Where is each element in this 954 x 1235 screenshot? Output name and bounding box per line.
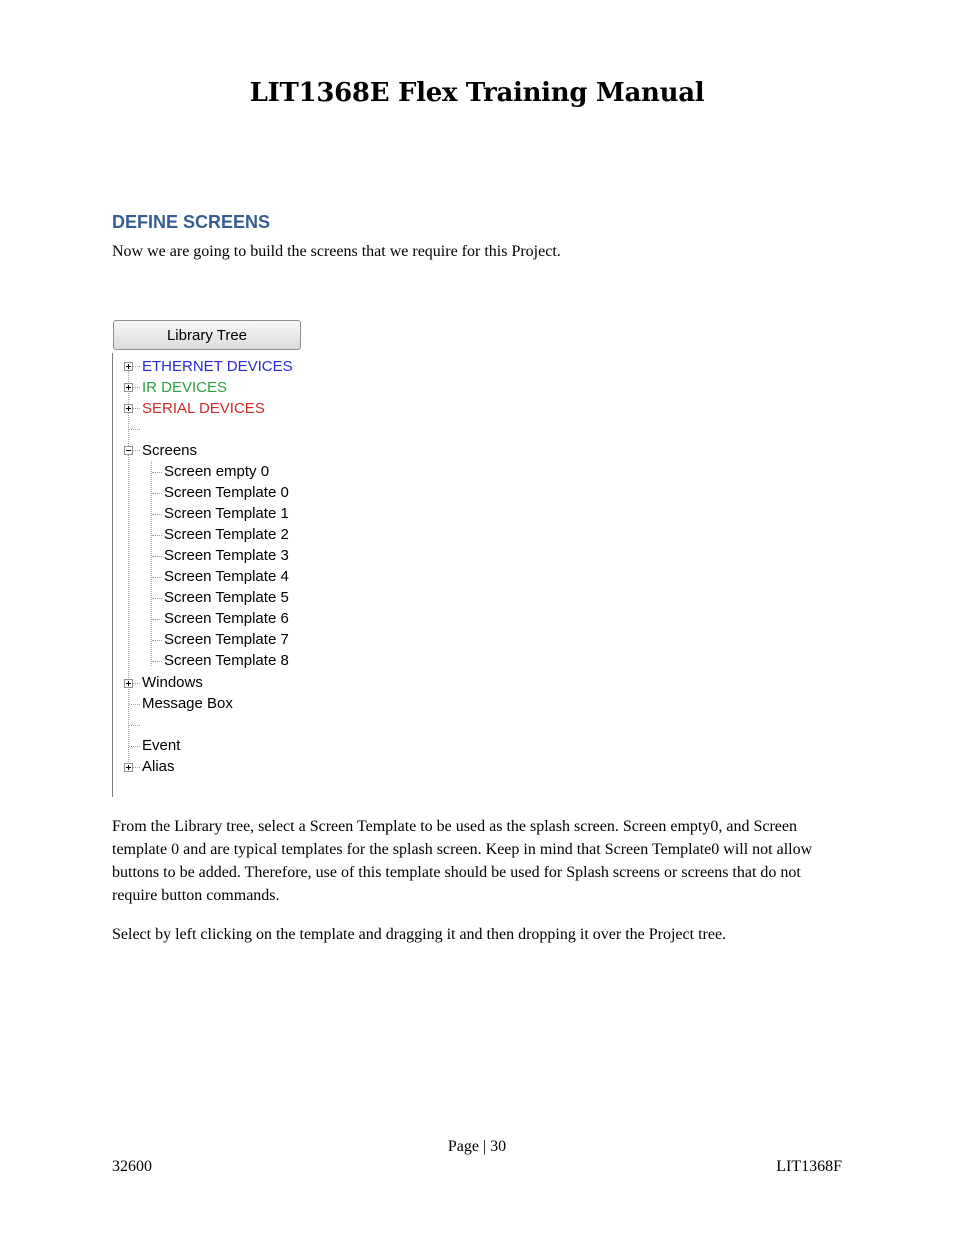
tree-connector	[129, 725, 140, 726]
tree-item-label: Screen Template 1	[164, 505, 289, 522]
document-title: LIT1368E Flex Training Manual	[249, 78, 705, 108]
intro-paragraph: Now we are going to build the screens that we require for this Project.	[112, 243, 561, 260]
tree-connector	[128, 362, 129, 768]
expand-icon[interactable]	[124, 679, 133, 688]
tree-connector	[129, 429, 140, 430]
section-heading: DEFINE SCREENS	[112, 212, 271, 232]
tree-connector	[152, 577, 162, 578]
tree-item-label: Alias	[142, 758, 175, 775]
expand-icon[interactable]	[124, 404, 133, 413]
tree-item-event[interactable]	[142, 735, 180, 756]
tree-connector	[129, 746, 140, 747]
tree-connector	[152, 535, 162, 536]
tree-connector	[152, 619, 162, 620]
collapse-icon[interactable]	[124, 446, 133, 455]
tree-item-label: Screen Template 4	[164, 568, 289, 585]
tree-item-screen[interactable]	[164, 629, 289, 650]
tree-item-screen[interactable]	[164, 587, 289, 608]
tree-item-serial-devices[interactable]	[142, 398, 265, 419]
tree-connector	[152, 640, 162, 641]
tree-item-label: Screen Template 5	[164, 589, 289, 606]
tree-item-label: Screen empty 0	[164, 463, 270, 480]
footer-left: 32600	[112, 1158, 152, 1175]
tree-connector	[152, 493, 162, 494]
body-paragraph: Select by left clicking on the template and dragging it and then dropping it over the Project tree.	[112, 926, 727, 943]
tree-item-screens[interactable]	[142, 440, 197, 461]
body-paragraph: From the Library tree, select a Screen Template to be used as the splash screen. Screen empty0, and Screen template 0 and are typical templates for the splash screen. Keep in mind that Screen Template0 will not allow buttons to be added. Therefore, use of this template should be used for Splash screens or screens that do not require button commands.	[112, 818, 813, 904]
tree-item-screen[interactable]	[164, 461, 269, 482]
tree-connector	[151, 461, 152, 666]
tree-item-alias[interactable]	[142, 756, 175, 777]
tree-connector	[133, 366, 140, 367]
expand-icon[interactable]	[124, 362, 133, 371]
tree-item-ir-devices[interactable]	[142, 377, 227, 398]
tree-item-ethernet-devices[interactable]	[142, 356, 293, 377]
tree-item-screen[interactable]	[164, 545, 289, 566]
tree-connector	[152, 661, 162, 662]
tree-connector	[133, 767, 140, 768]
tree-item-label: Message Box	[142, 695, 233, 712]
tree-item-label: Screen Template 0	[164, 484, 289, 501]
footer-right: LIT1368F	[776, 1158, 842, 1175]
tree-item-label: Windows	[142, 674, 203, 691]
tree-connector	[133, 450, 140, 451]
tree-item-screen[interactable]	[164, 503, 289, 524]
tree-item-windows[interactable]	[142, 672, 203, 693]
library-tree-panel	[112, 318, 302, 797]
library-tree-header[interactable]: Library Tree	[113, 320, 301, 350]
tree-item-label: ETHERNET DEVICES	[142, 358, 293, 375]
tree-connector	[152, 598, 162, 599]
expand-icon[interactable]	[124, 763, 133, 772]
page-number: Page | 30	[447, 1138, 507, 1155]
tree-item-screen[interactable]	[164, 482, 289, 503]
tree-item-label: Screens	[142, 442, 198, 459]
tree-item-screen[interactable]	[164, 650, 289, 671]
tree-item-label: SERIAL DEVICES	[142, 400, 265, 417]
tree-item-screen[interactable]	[164, 524, 289, 545]
tree-connector	[133, 683, 140, 684]
panel-border	[112, 353, 113, 797]
tree-item-label: Screen Template 2	[164, 526, 289, 543]
tree-connector	[133, 387, 140, 388]
tree-item-label: Screen Template 3	[164, 547, 289, 564]
tree-item-message-box[interactable]	[142, 693, 233, 714]
tree-item-label: Screen Template 8	[164, 652, 289, 669]
tree-connector	[129, 704, 140, 705]
tree-item-label: Screen Template 6	[164, 610, 289, 627]
tree-connector	[133, 408, 140, 409]
tree-item-label: Screen Template 7	[164, 631, 289, 648]
tree-connector	[152, 472, 162, 473]
tree-connector	[152, 556, 162, 557]
tree-item-label: IR DEVICES	[142, 379, 228, 396]
tree-connector	[152, 514, 162, 515]
expand-icon[interactable]	[124, 383, 133, 392]
tree-item-screen[interactable]	[164, 608, 289, 629]
tree-item-screen[interactable]	[164, 566, 289, 587]
tree-item-label: Event	[142, 737, 181, 754]
